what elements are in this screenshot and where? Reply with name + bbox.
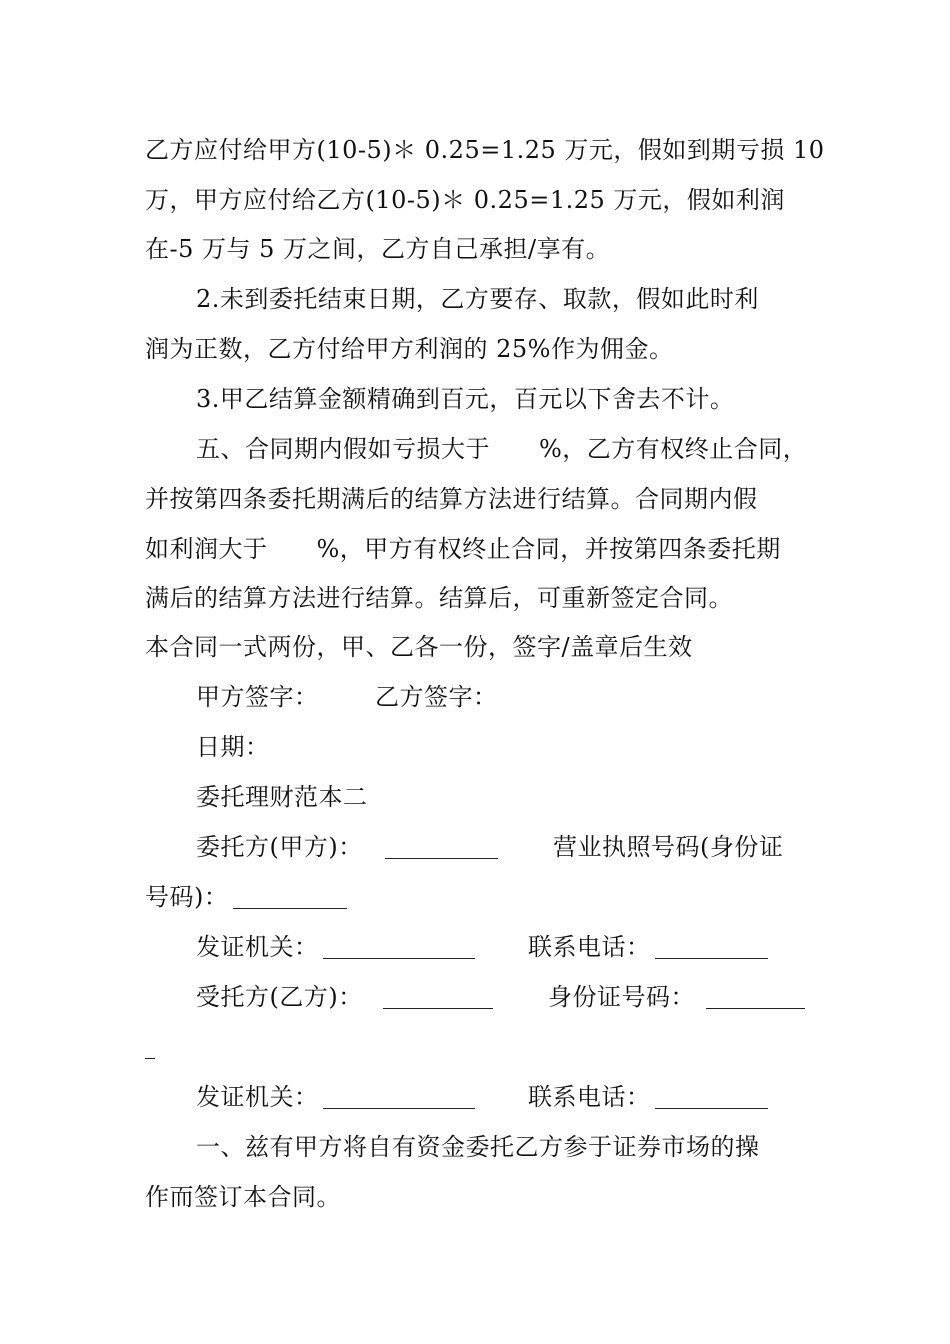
paragraph-line: 万，甲方应付给乙方(10-5)＊ 0.25=1.25 万元，假如利润 <box>145 186 785 214</box>
signature-b-label: 乙方签字： <box>375 683 498 711</box>
phone-label: 联系电话： <box>528 1083 651 1111</box>
paragraph-line: 作而签订本合同。 <box>145 1183 341 1211</box>
agent-blank <box>383 1007 493 1009</box>
paragraph-line: 满后的结算方法进行结算。结算后，可重新签定合同。 <box>145 584 733 612</box>
paragraph-line: 一、兹有甲方将自有资金委托乙方参于证券市场的操 <box>196 1133 760 1161</box>
agent-label: 受托方(乙方)： <box>196 983 363 1011</box>
date-label: 日期： <box>196 733 270 761</box>
id-blank-cont <box>145 1057 155 1059</box>
principal-blank <box>385 857 498 859</box>
paragraph-line: 润为正数，乙方付给甲方利润的 25%作为佣金。 <box>145 335 674 363</box>
signature-a-label: 甲方签字： <box>196 683 319 711</box>
phone-blank <box>655 1107 768 1109</box>
license-label: 营业执照号码(身份证 <box>553 833 784 861</box>
paragraph-line: 3.甲乙结算金额精确到百元，百元以下舍去不计。 <box>196 385 735 413</box>
principal-label: 委托方(甲方)： <box>196 833 363 861</box>
paragraph-line: 五、合同期内假如亏损大于 %，乙方有权终止合同， <box>196 435 808 463</box>
license-blank <box>233 907 347 909</box>
id-label: 身份证号码： <box>548 983 695 1011</box>
phone-label: 联系电话： <box>528 933 651 961</box>
paragraph-line: 乙方应付给甲方(10-5)＊ 0.25=1.25 万元，假如到期亏损 10 <box>145 136 825 164</box>
paragraph-line: 并按第四条委托期满后的结算方法进行结算。合同期内假 <box>145 485 758 513</box>
issuer-blank <box>323 957 475 959</box>
issuer-blank <box>323 1107 475 1109</box>
id-blank <box>706 1007 805 1009</box>
license-label-cont: 号码)： <box>145 883 229 911</box>
paragraph-line: 在-5 万与 5 万之间，乙方自己承担/享有。 <box>145 235 611 263</box>
paragraph-line: 如利润大于 %，甲方有权终止合同，并按第四条委托期 <box>145 535 781 563</box>
phone-blank <box>655 957 768 959</box>
section-title: 委托理财范本二 <box>196 783 368 811</box>
issuer-label: 发证机关： <box>196 933 319 961</box>
issuer-label: 发证机关： <box>196 1083 319 1111</box>
paragraph-line: 2.未到委托结束日期，乙方要存、取款，假如此时利 <box>196 285 759 313</box>
paragraph-line: 本合同一式两份，甲、乙各一份，签字/盖章后生效 <box>145 633 693 661</box>
